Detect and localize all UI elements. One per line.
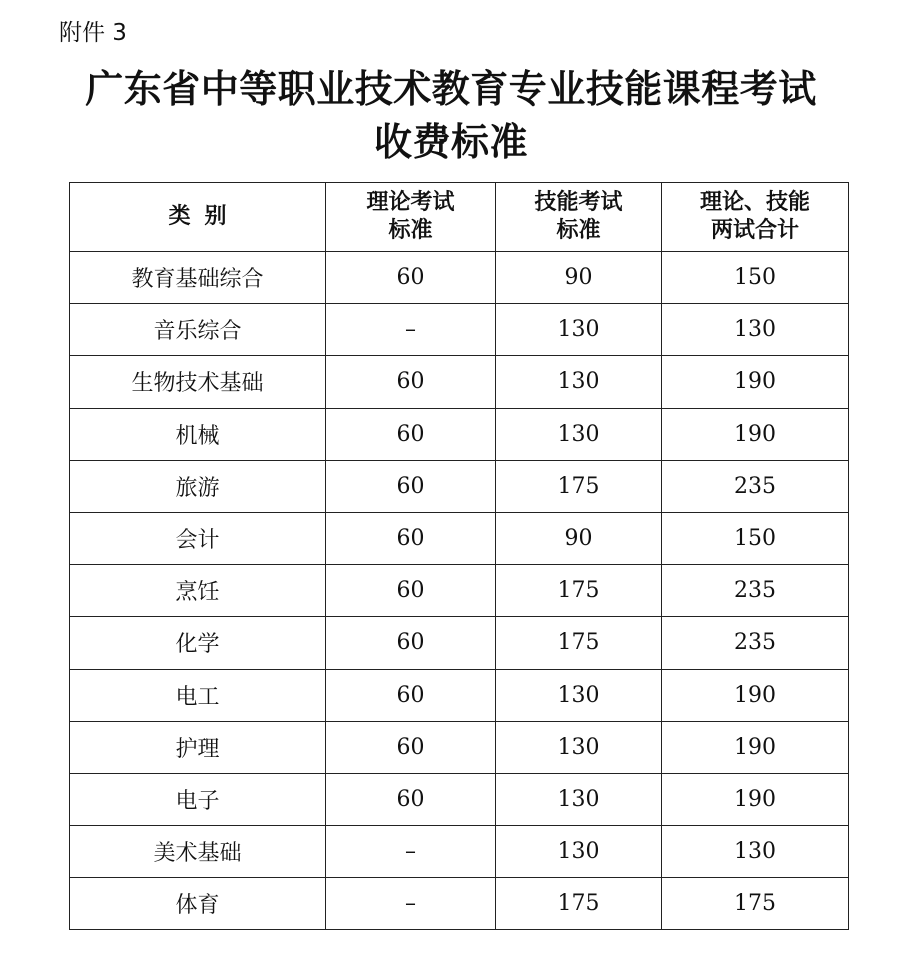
theory-fee-cell: 60 — [326, 408, 496, 460]
fee-standard-table — [69, 182, 849, 930]
theory-fee-cell: 60 — [326, 669, 496, 721]
theory-fee-cell: 60 — [326, 252, 496, 304]
skill-fee-cell: 175 — [496, 565, 662, 617]
theory-fee-cell: 60 — [326, 773, 496, 825]
attachment-label: 附件 3 — [59, 20, 127, 46]
skill-fee-cell: 130 — [496, 408, 662, 460]
table-row — [70, 460, 849, 512]
table-row — [70, 878, 849, 930]
total-fee-cell: 150 — [662, 512, 849, 564]
header-skill-line-1: 技能考试 — [534, 190, 623, 215]
category-cell: 生物技术基础 — [70, 356, 326, 408]
header-total-fee — [662, 183, 849, 252]
table-row — [70, 512, 849, 564]
table-row — [70, 408, 849, 460]
total-fee-cell: 190 — [662, 356, 849, 408]
skill-fee-cell: 175 — [496, 460, 662, 512]
table-header-row — [70, 183, 849, 252]
header-skill-line-2: 标准 — [556, 218, 601, 243]
category-cell: 会计 — [70, 512, 326, 564]
skill-fee-cell: 130 — [496, 669, 662, 721]
total-fee-cell: 190 — [662, 408, 849, 460]
header-theory-line-1: 理论考试 — [366, 190, 455, 215]
theory-fee-cell: – — [326, 304, 496, 356]
table-row — [70, 773, 849, 825]
total-fee-cell: 150 — [662, 252, 849, 304]
skill-fee-cell: 130 — [496, 721, 662, 773]
page-title-line-2: 收费标准 — [373, 120, 528, 164]
table-row — [70, 721, 849, 773]
table-row — [70, 304, 849, 356]
category-cell: 旅游 — [70, 460, 326, 512]
table-row — [70, 669, 849, 721]
total-fee-cell: 175 — [662, 878, 849, 930]
skill-fee-cell: 130 — [496, 304, 662, 356]
total-fee-cell: 235 — [662, 565, 849, 617]
skill-fee-cell: 90 — [496, 512, 662, 564]
total-fee-cell: 235 — [662, 460, 849, 512]
header-theory-line-2: 标准 — [388, 218, 433, 243]
table-row — [70, 356, 849, 408]
table-row — [70, 826, 849, 878]
category-cell: 烹饪 — [70, 565, 326, 617]
page-title-line-1: 广东省中等职业技术教育专业技能课程考试 — [85, 67, 817, 111]
skill-fee-cell: 130 — [496, 356, 662, 408]
category-cell: 护理 — [70, 721, 326, 773]
theory-fee-cell: 60 — [326, 617, 496, 669]
header-total-line-1: 理论、技能 — [699, 190, 810, 215]
total-fee-cell: 130 — [662, 304, 849, 356]
theory-fee-cell: 60 — [326, 565, 496, 617]
total-fee-cell: 190 — [662, 721, 849, 773]
total-fee-cell: 130 — [662, 826, 849, 878]
table-body — [70, 252, 849, 930]
theory-fee-cell: – — [326, 826, 496, 878]
category-cell: 电工 — [70, 669, 326, 721]
header-total-line-2: 两试合计 — [710, 218, 799, 243]
category-cell: 机械 — [70, 408, 326, 460]
skill-fee-cell: 130 — [496, 773, 662, 825]
theory-fee-cell: 60 — [326, 512, 496, 564]
total-fee-cell: 235 — [662, 617, 849, 669]
header-skill-fee — [496, 183, 662, 252]
category-cell: 教育基础综合 — [70, 252, 326, 304]
category-cell: 音乐综合 — [70, 304, 326, 356]
theory-fee-cell: 60 — [326, 721, 496, 773]
theory-fee-cell: – — [326, 878, 496, 930]
theory-fee-cell: 60 — [326, 460, 496, 512]
total-fee-cell: 190 — [662, 669, 849, 721]
category-cell: 体育 — [70, 878, 326, 930]
skill-fee-cell: 130 — [496, 826, 662, 878]
skill-fee-cell: 90 — [496, 252, 662, 304]
table-row — [70, 252, 849, 304]
header-theory-fee — [326, 183, 496, 252]
category-cell: 美术基础 — [70, 826, 326, 878]
total-fee-cell: 190 — [662, 773, 849, 825]
theory-fee-cell: 60 — [326, 356, 496, 408]
table-row — [70, 617, 849, 669]
category-cell: 化学 — [70, 617, 326, 669]
table-row — [70, 565, 849, 617]
skill-fee-cell: 175 — [496, 878, 662, 930]
header-category: 类别 — [70, 183, 326, 252]
category-cell: 电子 — [70, 773, 326, 825]
skill-fee-cell: 175 — [496, 617, 662, 669]
